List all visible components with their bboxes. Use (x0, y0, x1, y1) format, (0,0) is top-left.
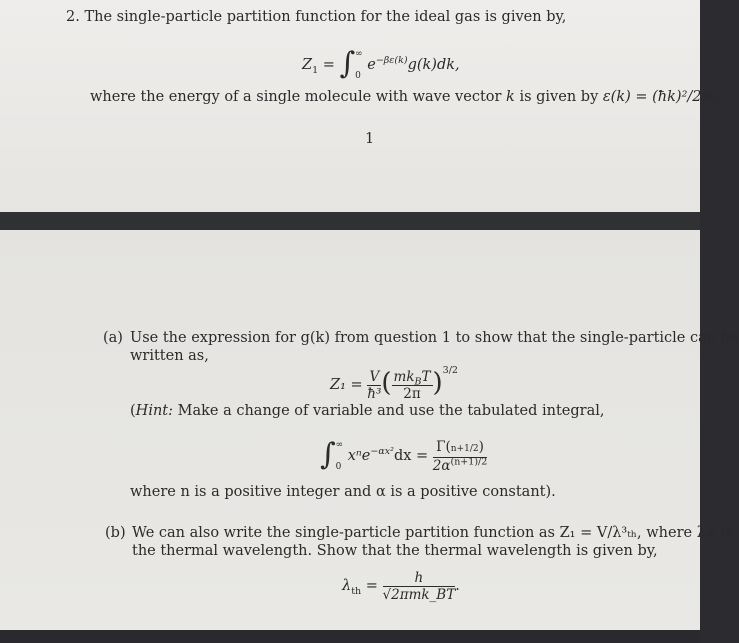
part-a-label: (a) (103, 330, 123, 346)
question-2-heading (66, 8, 566, 26)
integral-sign: ∫ (339, 46, 356, 81)
part-b-line1: We can also write the single-particle partition function as Z₁ = V/λ³ₜₕ, where λₜₕ is (132, 525, 733, 541)
page-number: 1 (365, 131, 375, 147)
question-intro: The single-particle partition function for the ideal gas is given by, (84, 9, 567, 25)
thermal-wavelength-equation: $\lambda_{th}$ = $\frac{h}{\text{√2πmk\_BT}}$ . (342, 569, 460, 603)
part-a-line2: written as, (130, 348, 209, 364)
v-over-hbar3: $\frac{V}{\text{ħ³}}$ (367, 368, 382, 402)
energy-definition: where the energy of a single molecule with wave vector k is given by ε(k) = (ħk)²/2m. (90, 89, 720, 105)
page-gap-band (0, 212, 700, 230)
page-top (0, 0, 700, 212)
part-a-z1-equation: Z₁ = $\frac{V}{\text{ħ³}}$ ( $\frac{mk_BT}{2\pi}$ )$^{3/2}$ (330, 365, 458, 402)
gamma-fraction: $\frac{\Gamma(n+1/2)}{2\alpha^{(n+1)/2}}$ (432, 438, 488, 474)
integral-limits: ∞ 0 (335, 440, 344, 472)
part-b-line2: the thermal wavelength. Show that the thermal wavelength is given by, (132, 543, 658, 559)
tabulated-integral: ∫ ∞ 0 xⁿe$^{-\alpha x^2}$dx = $\frac{\Gamma(n+1/2)}{2\alpha^{(n+1)/2}}$ (320, 426, 487, 476)
bottom-edge (0, 630, 700, 643)
h-over-sqrt: $\frac{h}{\text{√2πmk\_BT}}$ (382, 569, 456, 603)
integral-sign: ∫ (320, 437, 336, 472)
where-line: where n is a positive integer and α is a positive constant). (130, 484, 556, 500)
mkbt-over-2pi: $\frac{mk_BT}{2\pi}$ (393, 368, 431, 402)
part-a-line1: Use the expression for g(k) from question 1 to show that the single-particle can be (130, 330, 739, 346)
integral-limits: ∞ 0 (355, 49, 363, 81)
part-b-label: (b) (105, 525, 126, 541)
hint-line: (Hint: Make a change of variable and use the tabulated integral, (130, 403, 605, 419)
partition-integral-equation: $Z_1$ = ∫ ∞ 0 $e^{-\beta\varepsilon(k)}g(k)dk$, (302, 38, 460, 82)
question-number: 2. (66, 9, 80, 25)
